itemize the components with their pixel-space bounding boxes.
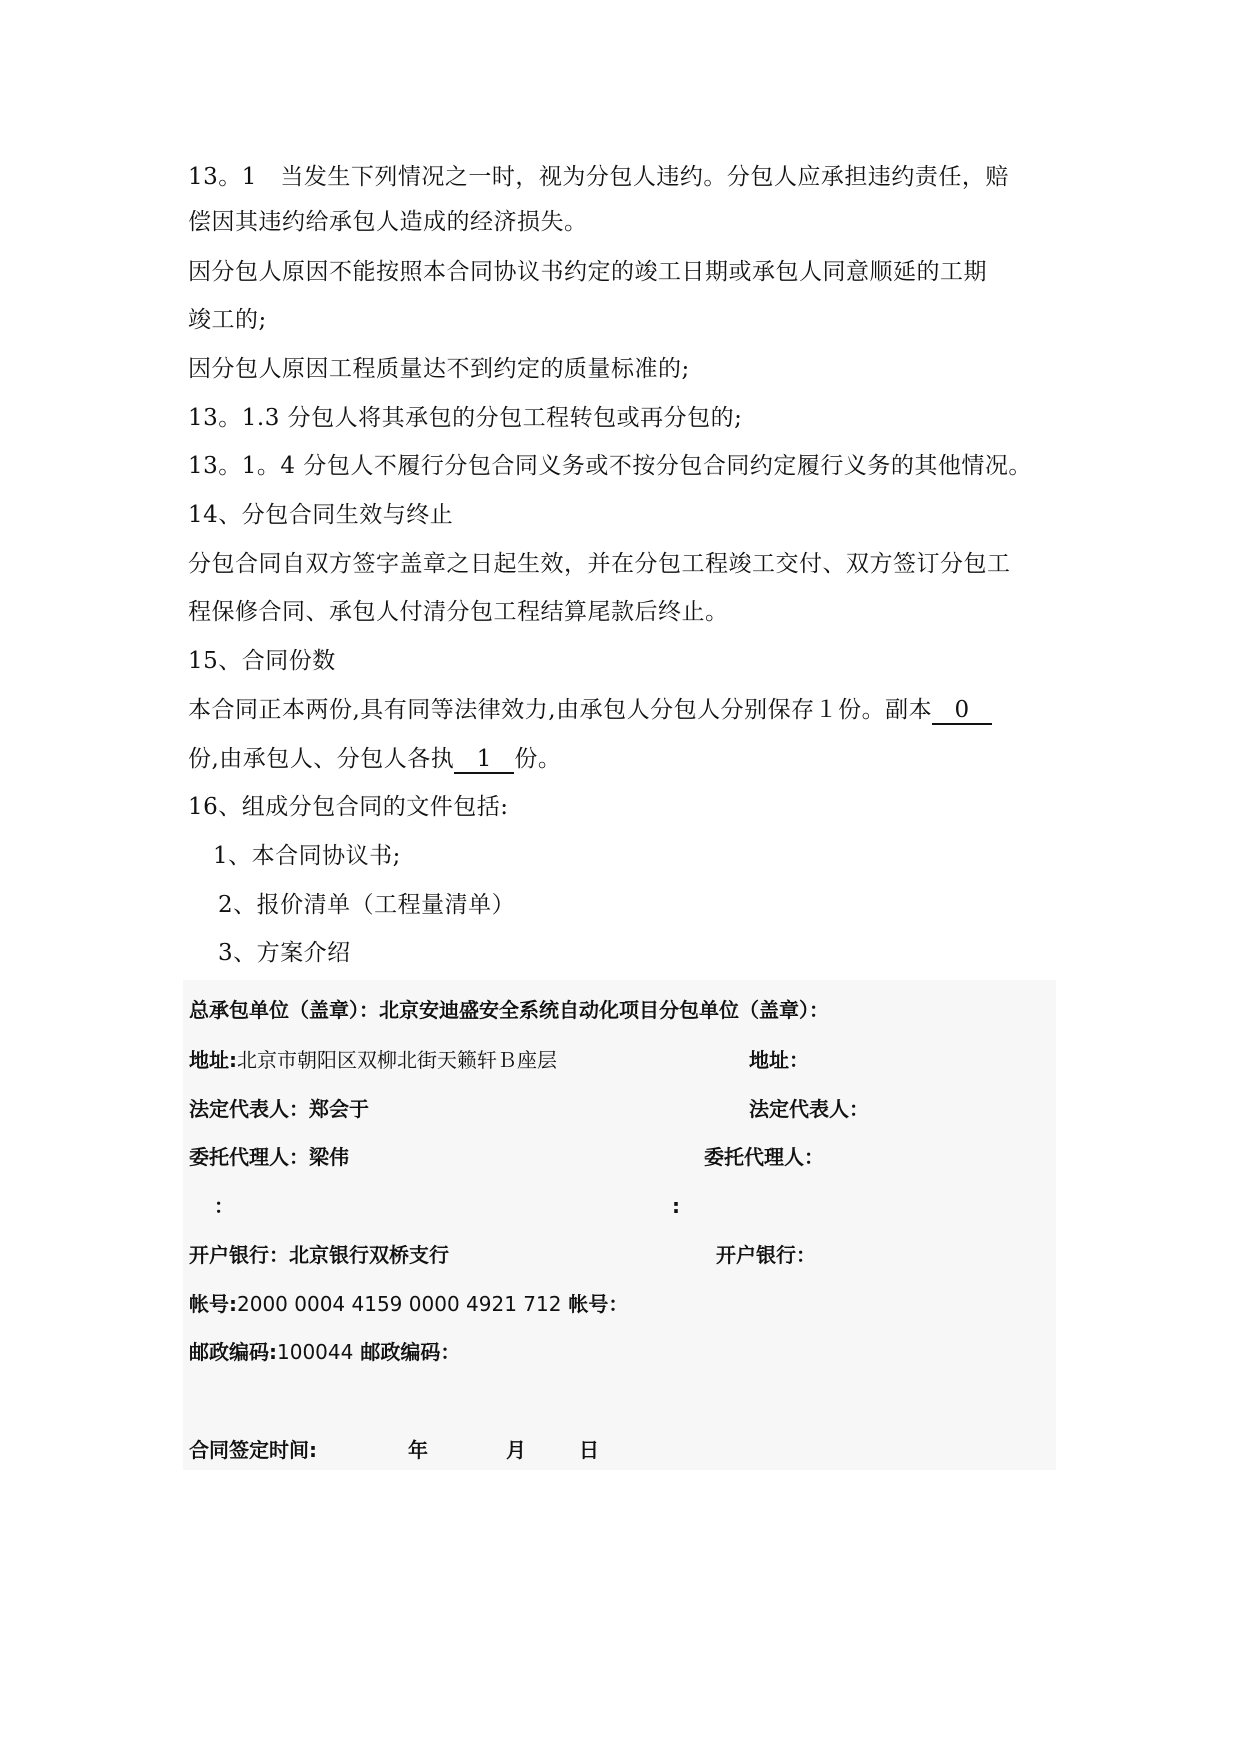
address-label: 地址:: [189, 1048, 237, 1072]
clause-15-text-1: 本合同正本两份,具有同等法律效力,由承包人分包人分别保存１份。副本: [188, 697, 933, 723]
clause-15-text-2: 份,由承包人、分包人各执: [188, 746, 455, 772]
legal-rep-label-right: 法定代表人：: [749, 1097, 869, 1121]
address-left: [189, 1046, 557, 1074]
clause-13-1-4: 13。1。4 分包人不履行分包合同义务或不按分包合同约定履行义务的其他情况。: [188, 453, 1032, 479]
clause-14-line-2: 程保修合同、承包人付清分包工程结算尾款后终止。: [188, 599, 729, 625]
section-15-title: 15、合同份数: [188, 648, 336, 674]
agent-label: 委托代理人：: [189, 1145, 309, 1169]
legal-rep-left: [189, 1095, 369, 1123]
postcode-label: 邮政编码:: [189, 1340, 277, 1364]
clause-13-1-line-1: 13。1 当发生下列情况之一时，视为分包人违约。分包人应承担违约责任，赔: [188, 164, 1009, 190]
contracting-parties-row: 总承包单位（盖章）：北京安迪盛安全系统自动化项目分包单位（盖章）：: [189, 998, 829, 1022]
bank-label: 开户银行：: [189, 1243, 289, 1267]
bank-left: [189, 1241, 449, 1269]
clause-14-line-1: 分包合同自双方签字盖章之日起生效，并在分包工程竣工交付、双方签订分包工: [188, 551, 1011, 577]
clause-13-1-1-line-1: 因分包人原因不能按照本合同协议书约定的竣工日期或承包人同意顺延的工期: [188, 259, 987, 285]
agent-label-right: 委托代理人：: [704, 1145, 824, 1169]
document-list-item: 2、报价清单（工程量清单）: [218, 892, 516, 918]
each-copy-value: 1: [454, 746, 514, 774]
copies-blank-value: 0: [932, 697, 992, 725]
signing-day: 日: [579, 1438, 599, 1462]
document-list-item: 1、本合同协议书;: [213, 843, 401, 869]
account-value: 2000 0004 4159 0000 4921 712: [237, 1292, 562, 1316]
postcode-row: [189, 1338, 460, 1366]
clause-15-text-3: 份。: [514, 746, 562, 772]
signing-month: 月: [506, 1438, 526, 1462]
clause-13-1-3: 13。1.3 分包人将其承包的分包工程转包或再分包的;: [188, 405, 743, 431]
account-label-right: 帐号：: [568, 1292, 629, 1316]
signing-date-label: 合同签定时间:: [189, 1438, 317, 1462]
account-row: [189, 1290, 628, 1318]
colon-right: :: [672, 1194, 680, 1218]
account-label: 帐号:: [189, 1292, 237, 1316]
legal-rep-label: 法定代表人：: [189, 1097, 309, 1121]
legal-rep-value: 郑会于: [309, 1097, 369, 1121]
section-14-title: 14、分包合同生效与终止: [188, 502, 454, 528]
address-value: 北京市朝阳区双柳北街天籁轩Ｂ座层: [237, 1048, 557, 1072]
agent-left: [189, 1143, 349, 1171]
postcode-label-right: 邮政编码：: [360, 1340, 461, 1364]
clause-15-line-1: [188, 695, 992, 725]
signing-year: 年: [408, 1438, 428, 1462]
clause-13-1-1-line-2: 竣工的;: [188, 307, 267, 333]
signature-block: [183, 980, 1056, 1470]
bank-label-right: 开户银行：: [716, 1243, 816, 1267]
section-16-title: 16、组成分包合同的文件包括:: [188, 794, 509, 820]
clause-13-1-2: 因分包人原因工程质量达不到约定的质量标准的;: [188, 356, 690, 382]
postcode-value: 100044: [277, 1340, 354, 1364]
clause-15-line-2: [188, 744, 561, 774]
clause-13-1-line-2: 偿因其违约给承包人造成的经济损失。: [188, 209, 588, 235]
bank-value: 北京银行双桥支行: [289, 1243, 449, 1267]
address-label-right: 地址：: [749, 1048, 809, 1072]
agent-value: 梁伟: [309, 1145, 349, 1169]
document-list-item: 3、方案介绍: [218, 940, 351, 966]
colon-left: ：: [214, 1194, 234, 1218]
